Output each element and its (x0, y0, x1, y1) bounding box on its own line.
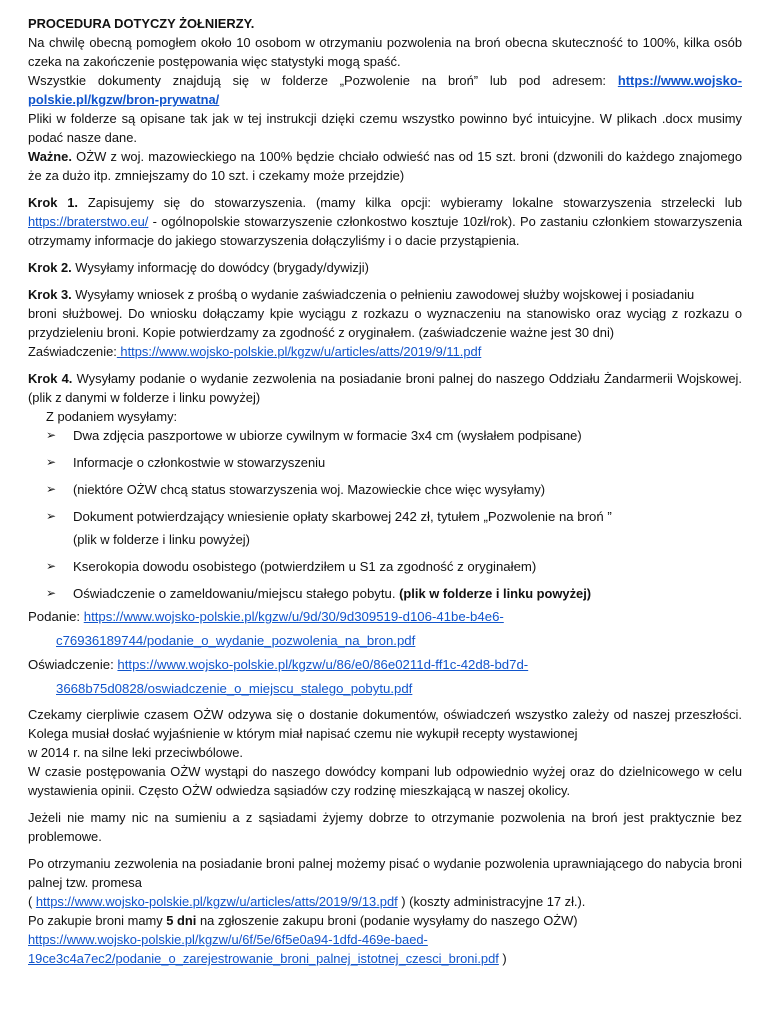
outro-paragraph-5 (28, 911, 742, 930)
item-note: (potwierdziłem u S1 za zgodność z oryginałem) (256, 559, 537, 574)
p5-text-a: Po zakupie broni mamy (28, 913, 167, 928)
outro-paragraph-1b: w 2014 r. na silne leki przeciwbólowe. (28, 745, 243, 760)
item-text: Kserokopia dowodu osobistego (73, 559, 257, 574)
krok4-paragraph (28, 369, 742, 407)
intro-paragraph-2 (28, 71, 742, 109)
zaswiadczenie-label: Zaświadczenie: (28, 344, 117, 359)
zaswiadczenie-link[interactable]: https://www.wojsko-polskie.pl/kgzw/u/articles/atts/2019/9/11.pdf (116, 344, 482, 359)
bron-prywatna-link[interactable]: https://www.wojsko-polskie.pl/kgzw/bron-prywatna/ (28, 73, 742, 107)
outro-paragraph-4: Po otrzymaniu zezwolenia na posiadanie broni palnej możemy pisać o wydanie pozwolenia uprawniającego do nabycia broni palnej tzw. promesa (28, 856, 742, 890)
outro-paragraph-2: W czasie postępowania OŻW wystąpi do naszego dowódcy kompani lub odpowiednio wyżej oraz do dzielnicowego w celu wystawienia opinii. Często OŻW odwiedza sąsiadów czy rodzinę mieszkającą w naszej okolicy. (28, 764, 742, 798)
promesa-open: ( (28, 894, 36, 909)
promesa-link[interactable]: https://www.wojsko-polskie.pl/kgzw/u/articles/atts/2019/9/13.pdf (35, 894, 398, 909)
krok3-paragraph (28, 285, 742, 304)
list-item (28, 557, 742, 576)
arrow-bullet-icon: ➢ (46, 455, 57, 469)
oswiadczenie-link-cont[interactable]: 3668b75d0828/oswiadczenie_o_miejscu_stalego_pobytu.pdf (56, 681, 413, 696)
list-item (28, 426, 742, 445)
krok3-label: Krok 3. (28, 287, 72, 302)
intro-paragraph-3: Pliki w folderze są opisane tak jak w tej instrukcji dzięki czemu wszystko powinno być intuicyjne. W plikach .docx musimy podać nasze dane. (28, 111, 742, 145)
podanie-line-cont (28, 629, 742, 653)
rejestracja-line-cont (28, 949, 742, 968)
arrow-bullet-icon: ➢ (46, 559, 57, 573)
krok3-text-a: Wysyłamy wniosek z prośbą o wydanie zaświadczenia o pełnieniu zawodowej służby wojskowej i posiadaniu (71, 287, 695, 302)
p5-text-b: na zgłoszenie zakupu broni (podanie wysyłamy do naszego OŻW) (196, 913, 578, 928)
attachments-list-cont (28, 557, 742, 603)
wazne-text: OŻW z woj. mazowieckiego na 100% będzie chciało odwieść nas od 15 szt. broni (dzwonili do każdego znajomego że za dużo itp. zmniejszamy do 10 szt. i czekamy może przejdzie) (28, 149, 742, 183)
oswiadczenie-label: Oświadczenie: (28, 657, 118, 672)
wazne-label: Ważne. (28, 149, 72, 164)
arrow-bullet-icon: ➢ (46, 509, 57, 523)
krok4-with-label: Z podaniem wysyłamy: (46, 409, 178, 424)
item-text: Informacje o członkostwie w stowarzyszeniu (73, 455, 326, 470)
rejestracja-link-cont[interactable]: 19ce3c4a7ec2/podanie_o_zarejestrowanie_broni_palnej_istotnej_czesci_broni.pdf (28, 951, 499, 966)
oswiadczenie-line-cont (28, 677, 742, 701)
krok1-label: Krok 1. (28, 195, 79, 210)
krok3-paragraph-b: broni służbowej. Do wniosku dołączamy kpie wyciągu z rozkazu o wyznaczeniu na stanowisko oraz wyciąg z rozkazu o przydzieleniu broni. Kopie potwierdzamy za zgodność z oryginałem. (zaświadczenie ważne jest 30 dni) (28, 306, 742, 340)
krok2-paragraph (28, 258, 742, 277)
arrow-bullet-icon: ➢ (46, 586, 57, 600)
zaswiadczenie-line (28, 342, 742, 361)
intro-paragraph-1: Na chwilę obecną pomogłem około 10 osobom w otrzymaniu pozwolenia na broń obecna skuteczność to 100%, kilka osób czeka na zakończenie postępowania więc statystyki mogą spaść. (28, 35, 742, 69)
document-links (28, 605, 742, 701)
arrow-bullet-icon: ➢ (46, 482, 57, 496)
item-note: (wysłałem podpisane) (453, 428, 582, 443)
arrow-bullet-icon: ➢ (46, 428, 57, 442)
promesa-line (28, 892, 742, 911)
podanie-link[interactable]: https://www.wojsko-polskie.pl/kgzw/u/9d/30/9d309519-d106-41be-b4e6- (83, 609, 504, 624)
item-sub-note: (plik w folderze i linku powyżej) (73, 532, 250, 547)
oswiadczenie-line (28, 653, 742, 677)
item-text: (niektóre OŻW chcą status stowarzyszenia woj. Mazowieckie chce więc wysyłamy) (73, 482, 546, 497)
oswiadczenie-link[interactable]: https://www.wojsko-polskie.pl/kgzw/u/86/e0/86e0211d-ff1c-42d8-bd7d- (117, 657, 529, 672)
promesa-close: ) (koszty administracyjne 17 zł.). (397, 894, 586, 909)
item-text: Dokument potwierdzający wniesienie opłaty skarbowej 242 zł, tytułem „Pozwolenie na broń ” (73, 509, 612, 524)
list-item (28, 480, 742, 499)
krok1-text-b: - ogólnopolskie stowarzyszenie członkostwo kosztuje 10zł/rok). Po zastaniu członkiem stowarzyszenia otrzymamy informacje do jakiego stowarzyszenia dołączyliśmy i o dacie przystąpienia. (28, 214, 742, 248)
podanie-line (28, 605, 742, 629)
outro-paragraph-1: Czekamy cierpliwie czasem OŻW odzywa się o dostanie dokumentów, oświadczeń wszystko zależy od naszej przeszłości. Kolega musiał dosłać wyjaśnienie w którym miał napisać czemu nie wykupił recepty wystawionej (28, 707, 742, 741)
attachments-list (28, 426, 742, 526)
item-text: Oświadczenie o zameldowaniu/miejscu stałego pobytu. (73, 586, 396, 601)
p5-bold: 5 dni (166, 913, 197, 928)
wazne-paragraph (28, 147, 742, 185)
krok4-text: Wysyłamy podanie o wydanie zezwolenia na posiadanie broni palnej do naszego Oddziału Żandarmerii Wojskowej. (plik z danymi w folderze i linku powyżej) (28, 371, 742, 405)
krok2-label: Krok 2. (28, 260, 72, 275)
krok1-paragraph (28, 193, 742, 250)
list-item (28, 507, 742, 526)
podanie-label: Podanie: (28, 609, 84, 624)
page-title: PROCEDURA DOTYCZY ŻOŁNIERZY. (28, 16, 255, 31)
rejestracja-line (28, 930, 742, 949)
item-note: (plik w folderze i linku powyżej) (395, 586, 592, 601)
braterstwo-link[interactable]: https://braterstwo.eu/ (28, 214, 149, 229)
krok1-text-a: Zapisujemy się do stowarzyszenia. (mamy kilka opcji: wybieramy lokalne stowarzyszenia strzelecki lub (78, 195, 742, 210)
intro-text: Wszystkie dokumenty znajdują się w folderze „Pozwolenie na broń” lub pod adresem: (28, 73, 618, 88)
list-item (28, 453, 742, 472)
krok2-text: Wysyłamy informację do dowódcy (brygady/dywizji) (71, 260, 369, 275)
rejestracja-link[interactable]: https://www.wojsko-polskie.pl/kgzw/u/6f/5e/6f5e0a94-1dfd-469e-baed- (28, 932, 428, 947)
item-text: Dwa zdjęcia paszportowe w ubiorze cywilnym w formacie 3x4 cm (73, 428, 454, 443)
rejestracja-close: ) (498, 951, 507, 966)
krok4-label: Krok 4. (28, 371, 73, 386)
podanie-link-cont[interactable]: c76936189744/podanie_o_wydanie_pozwolenia_na_bron.pdf (56, 633, 416, 648)
outro-paragraph-3: Jeżeli nie mamy nic na sumieniu a z sąsiadami żyjemy dobrze to otrzymanie pozwolenia na broń jest praktycznie bez problemowe. (28, 810, 742, 844)
list-item (28, 584, 742, 603)
